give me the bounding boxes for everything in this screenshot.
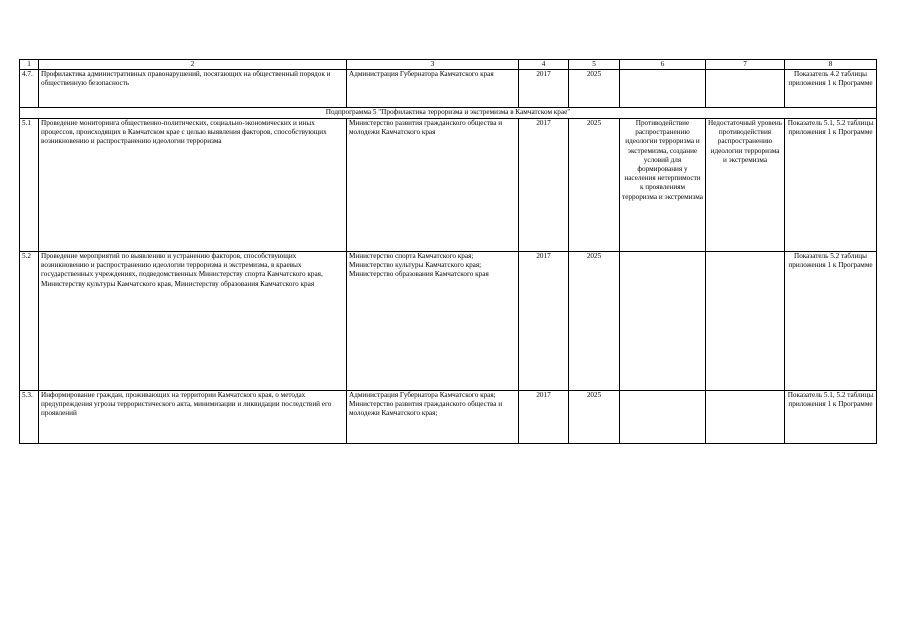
consequence — [706, 70, 785, 108]
expected-result-continued — [620, 252, 706, 391]
row-number: 4.7. — [20, 70, 39, 108]
indicator: Показатель 5.1, 5.2 таблицы приложения 1 к Программе — [785, 391, 877, 444]
start-year: 2017 — [519, 119, 569, 252]
row-number: 5.1 — [20, 119, 39, 252]
table-row — [20, 119, 877, 252]
row-number: 5.2 — [20, 252, 39, 391]
table-row — [20, 70, 877, 108]
program-measures-table — [19, 59, 877, 444]
column-number: 6 — [620, 60, 706, 70]
start-year: 2017 — [519, 252, 569, 391]
measure-name: Проведение мониторинга общественно-политических, социально-экономических и иных процессов, происходящих в Камчатском крае с целью выявления факторов, способствующих возникновению и распространению идеологии терроризма — [39, 119, 347, 252]
column-numbers-row — [20, 60, 877, 70]
executor: Администрация Губернатора Камчатского края — [347, 70, 519, 108]
row-number: 5.3. — [20, 391, 39, 444]
column-number: 4 — [519, 60, 569, 70]
consequence-continued — [706, 391, 785, 444]
end-year: 2025 — [569, 119, 620, 252]
end-year: 2025 — [569, 70, 620, 108]
column-number: 3 — [347, 60, 519, 70]
indicator: Показатель 5.1, 5.2 таблицы приложения 1 к Программе — [785, 119, 877, 252]
start-year: 2017 — [519, 70, 569, 108]
subprogram-row — [20, 108, 877, 119]
executor: Министерство спорта Камчатского края; Министерство культуры Камчатского края; Министерство образования Камчатского края — [347, 252, 519, 391]
measure-name: Проведение мероприятий по выявлению и устранению факторов, способствующих возникновению и распространению идеологии терроризма и экстремизма, в краевых государственных учреждениях, подведомственных Министерству спорта Камчатского края, Министерству культуры Камчатского края, Министерству образования Камчатского края — [39, 252, 347, 391]
expected-result — [620, 70, 706, 108]
end-year: 2025 — [569, 252, 620, 391]
end-year: 2025 — [569, 391, 620, 444]
column-number: 7 — [706, 60, 785, 70]
table-row — [20, 252, 877, 391]
executor: Администрация Губернатора Камчатского края; Министерство развития гражданского общества и молодежи Камчатского края; — [347, 391, 519, 444]
expected-result: Противодействие распространению идеологии терроризма и экстремизма, создание условий для формирования у населения нетерпимости к проявлениям терроризма и экстремизма — [620, 119, 706, 252]
executor: Министерство развития гражданского общества и молодежи Камчатского края — [347, 119, 519, 252]
measure-name: Профилактика административных правонарушений, посягающих на общественный порядок и общественную безопасность — [39, 70, 347, 108]
column-number: 1 — [20, 60, 39, 70]
consequence-continued — [706, 252, 785, 391]
subprogram-title: Подпрограмма 5 "Профилактика терроризма и экстремизма в Камчатском крае" — [20, 108, 877, 119]
indicator: Показатель 5.2 таблицы приложения 1 к Программе — [785, 252, 877, 391]
measure-name: Информирование граждан, проживающих на территории Камчатского края, о методах предупреждения угрозы террористического акта, минимизации и ликвидации последствий его проявлений — [39, 391, 347, 444]
column-number: 8 — [785, 60, 877, 70]
table-row — [20, 391, 877, 444]
column-number: 5 — [569, 60, 620, 70]
consequence: Недостаточный уровень противодействия распространению идеологии терроризма и экстремизма — [706, 119, 785, 252]
indicator: Показатель 4.2 таблицы приложения 1 к Программе — [785, 70, 877, 108]
start-year: 2017 — [519, 391, 569, 444]
expected-result-continued — [620, 391, 706, 444]
column-number: 2 — [39, 60, 347, 70]
